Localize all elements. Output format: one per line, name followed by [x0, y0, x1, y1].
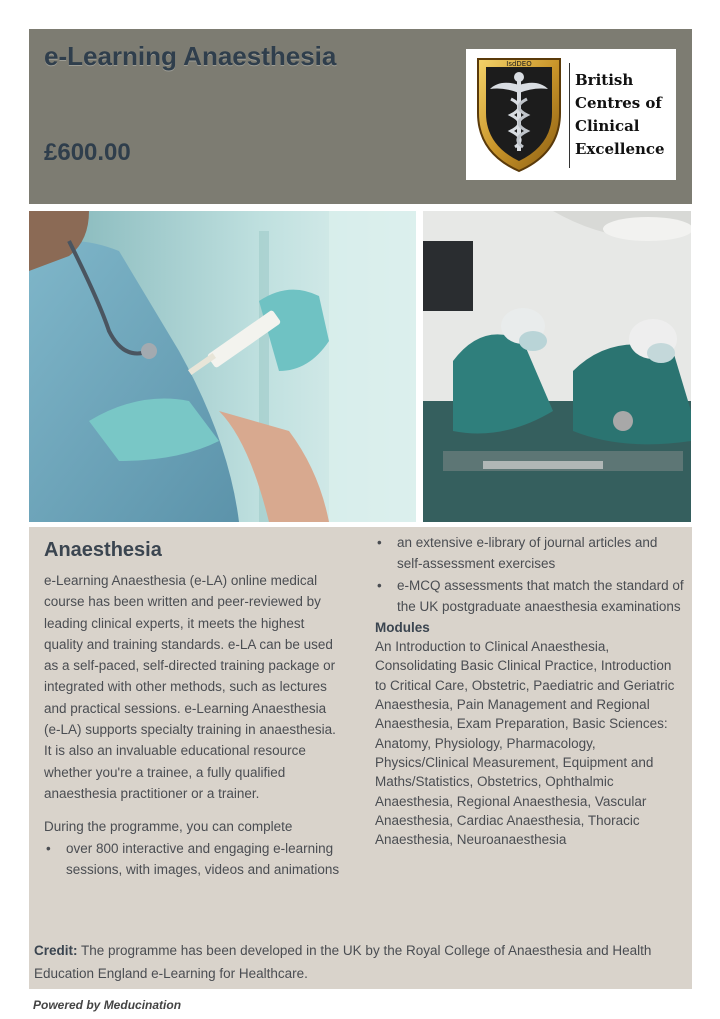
- powered-by-footer: Powered by Meducination: [33, 998, 182, 1012]
- logo-line: Clinical: [575, 117, 640, 135]
- list-item: [375, 532, 685, 575]
- caduceus-shield-icon: [470, 53, 568, 175]
- modules-heading: Modules: [375, 620, 430, 636]
- course-details-panel: [29, 527, 692, 989]
- bullet-text: an extensive e-library of journal articles and self-assessment exercises: [397, 535, 658, 572]
- logo-badge-text: IsdDEO: [506, 60, 532, 68]
- header-banner: [29, 29, 692, 204]
- credit-label: Credit:: [34, 943, 78, 958]
- logo-line: Centres of: [575, 94, 662, 112]
- section-heading-anaesthesia: Anaesthesia: [44, 539, 162, 561]
- logo-divider: [569, 63, 570, 168]
- intro-paragraph: e-Learning Anaesthesia (e-LA) online medical course has been written and peer-reviewed by leading clinical experts, it meets the highest quality and training standards. e-LA can be used as a self-paced, self-directed training package or integrated with other methods, such as lectures and practical sessions. e-Learning Anaesthesia (e-LA) supports specialty training in anaesthesia. It is also an invaluable educational resource whether you're a trainee, a fully qualified anaesthesia practitioner or a trainer.: [44, 573, 336, 801]
- programme-bullets-continued: [375, 532, 685, 617]
- list-item: [375, 575, 685, 618]
- bullet-icon: •: [377, 535, 382, 550]
- course-price: £600.00: [44, 139, 131, 166]
- modules-column: [375, 532, 685, 849]
- credit-text: The programme has been developed in the UK by the Royal College of Anaesthesia and Health Education England e-Learning for Healthcare.: [34, 943, 652, 981]
- doctor-with-syringe-photo: [29, 211, 416, 522]
- logo-wordmark: [575, 69, 665, 161]
- surgical-team-operating-photo: [423, 211, 691, 522]
- intro-column: [44, 537, 344, 880]
- programme-bullets: [44, 838, 344, 881]
- credit-line: [34, 939, 689, 985]
- bcce-logo: [466, 49, 676, 180]
- bullet-text: e-MCQ assessments that match the standard of the UK postgraduate anaesthesia examinations: [397, 577, 684, 614]
- bullet-icon: •: [377, 577, 382, 593]
- programme-lead: During the programme, you can complete: [44, 819, 293, 835]
- logo-line: British: [575, 71, 634, 89]
- bullet-icon: •: [46, 840, 51, 856]
- modules-list: An Introduction to Clinical Anaesthesia, Consolidating Basic Clinical Practice, Introduction to Critical Care, Obstetric, Paediatric and Geriatric Anaesthesia, Pain Management and Regional Anaesthesia, Exam Preparation, Basic Sciences: Anatomy, Physiology, Pharmacology, Physics/Clinical Measurement, Equipment and Maths/Statistics, Obstetrics, Ophthalmic Anaesthesia, Regional Anaesthesia, Vascular Anaesthesia, Cardiac Anaesthesia, Thoracic Anaesthesia, Neuroanaesthesia: [375, 639, 675, 848]
- logo-line: Excellence: [575, 140, 665, 158]
- list-item: [44, 838, 344, 881]
- bullet-text: over 800 interactive and engaging e-learning sessions, with images, videos and animations: [66, 840, 340, 877]
- course-title: e-Learning Anaesthesia: [44, 41, 337, 71]
